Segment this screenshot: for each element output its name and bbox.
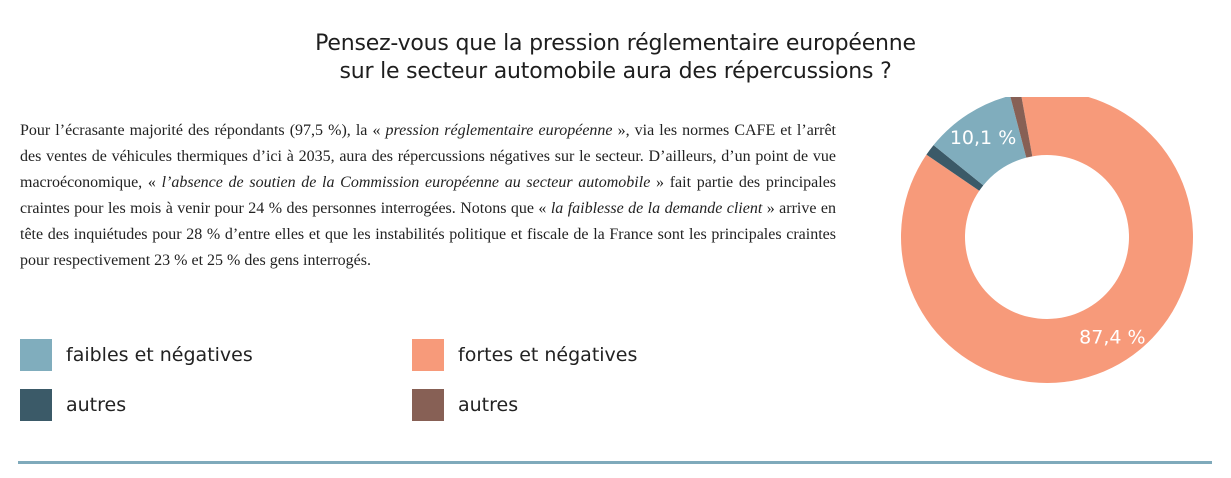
text-run: » arrive en tête des inquiétudes pour 28 % d’entre elles et que les instabilités politique et fiscale de la France sont les principales craintes pour respectivement 23 % et 25 % des gens interrogés. [20,200,837,269]
legend-item-fortes-negatives [412,339,637,371]
legend-swatch [412,339,444,371]
legend-swatch [20,339,52,371]
chart-title [160,30,1071,86]
legend-swatch [20,389,52,421]
legend-item-autres-dark [20,389,126,421]
legend-label: faibles et négatives [66,344,253,366]
legend-label: autres [458,394,519,416]
description-text [20,118,836,274]
legend-label: autres [66,394,127,416]
chart-title-line-1: Pensez-vous que la pression réglementaire européenne [315,31,916,56]
legend-item-faibles-negatives [20,339,253,371]
quoted-phrase: l’absence de soutien de la Commission européenne au secteur automobile [161,174,651,191]
text-run: Pour l’écrasante majorité des répondants (97,5 %), la « [20,122,386,139]
chart-title-line-2: sur le secteur automobile aura des répercussions ? [339,59,892,84]
quoted-phrase: la faiblesse de la demande client [550,200,763,217]
quoted-phrase: pression réglementaire européenne [385,122,613,139]
text-run: », via les normes CAFE et l’arrêt des ventes de véhicules thermiques d’ici à 2035, aura des répercussions négatives sur le secteur. D’ailleurs, d’un point de vue macroéconomique, « [20,122,836,191]
donut-label-2: 10,1 % [949,126,1017,149]
bottom-divider [18,461,1212,464]
donut-label-0: 87,4 % [1079,326,1146,349]
legend-item-autres-brown [412,389,518,421]
legend-swatch [412,389,444,421]
description-paragraph [20,118,836,274]
text-run: » fait partie des principales craintes pour les mois à venir pour 24 % des personnes interrogées. Notons que « [20,174,837,217]
donut-chart [897,97,1197,387]
legend-label: fortes et négatives [458,344,638,366]
